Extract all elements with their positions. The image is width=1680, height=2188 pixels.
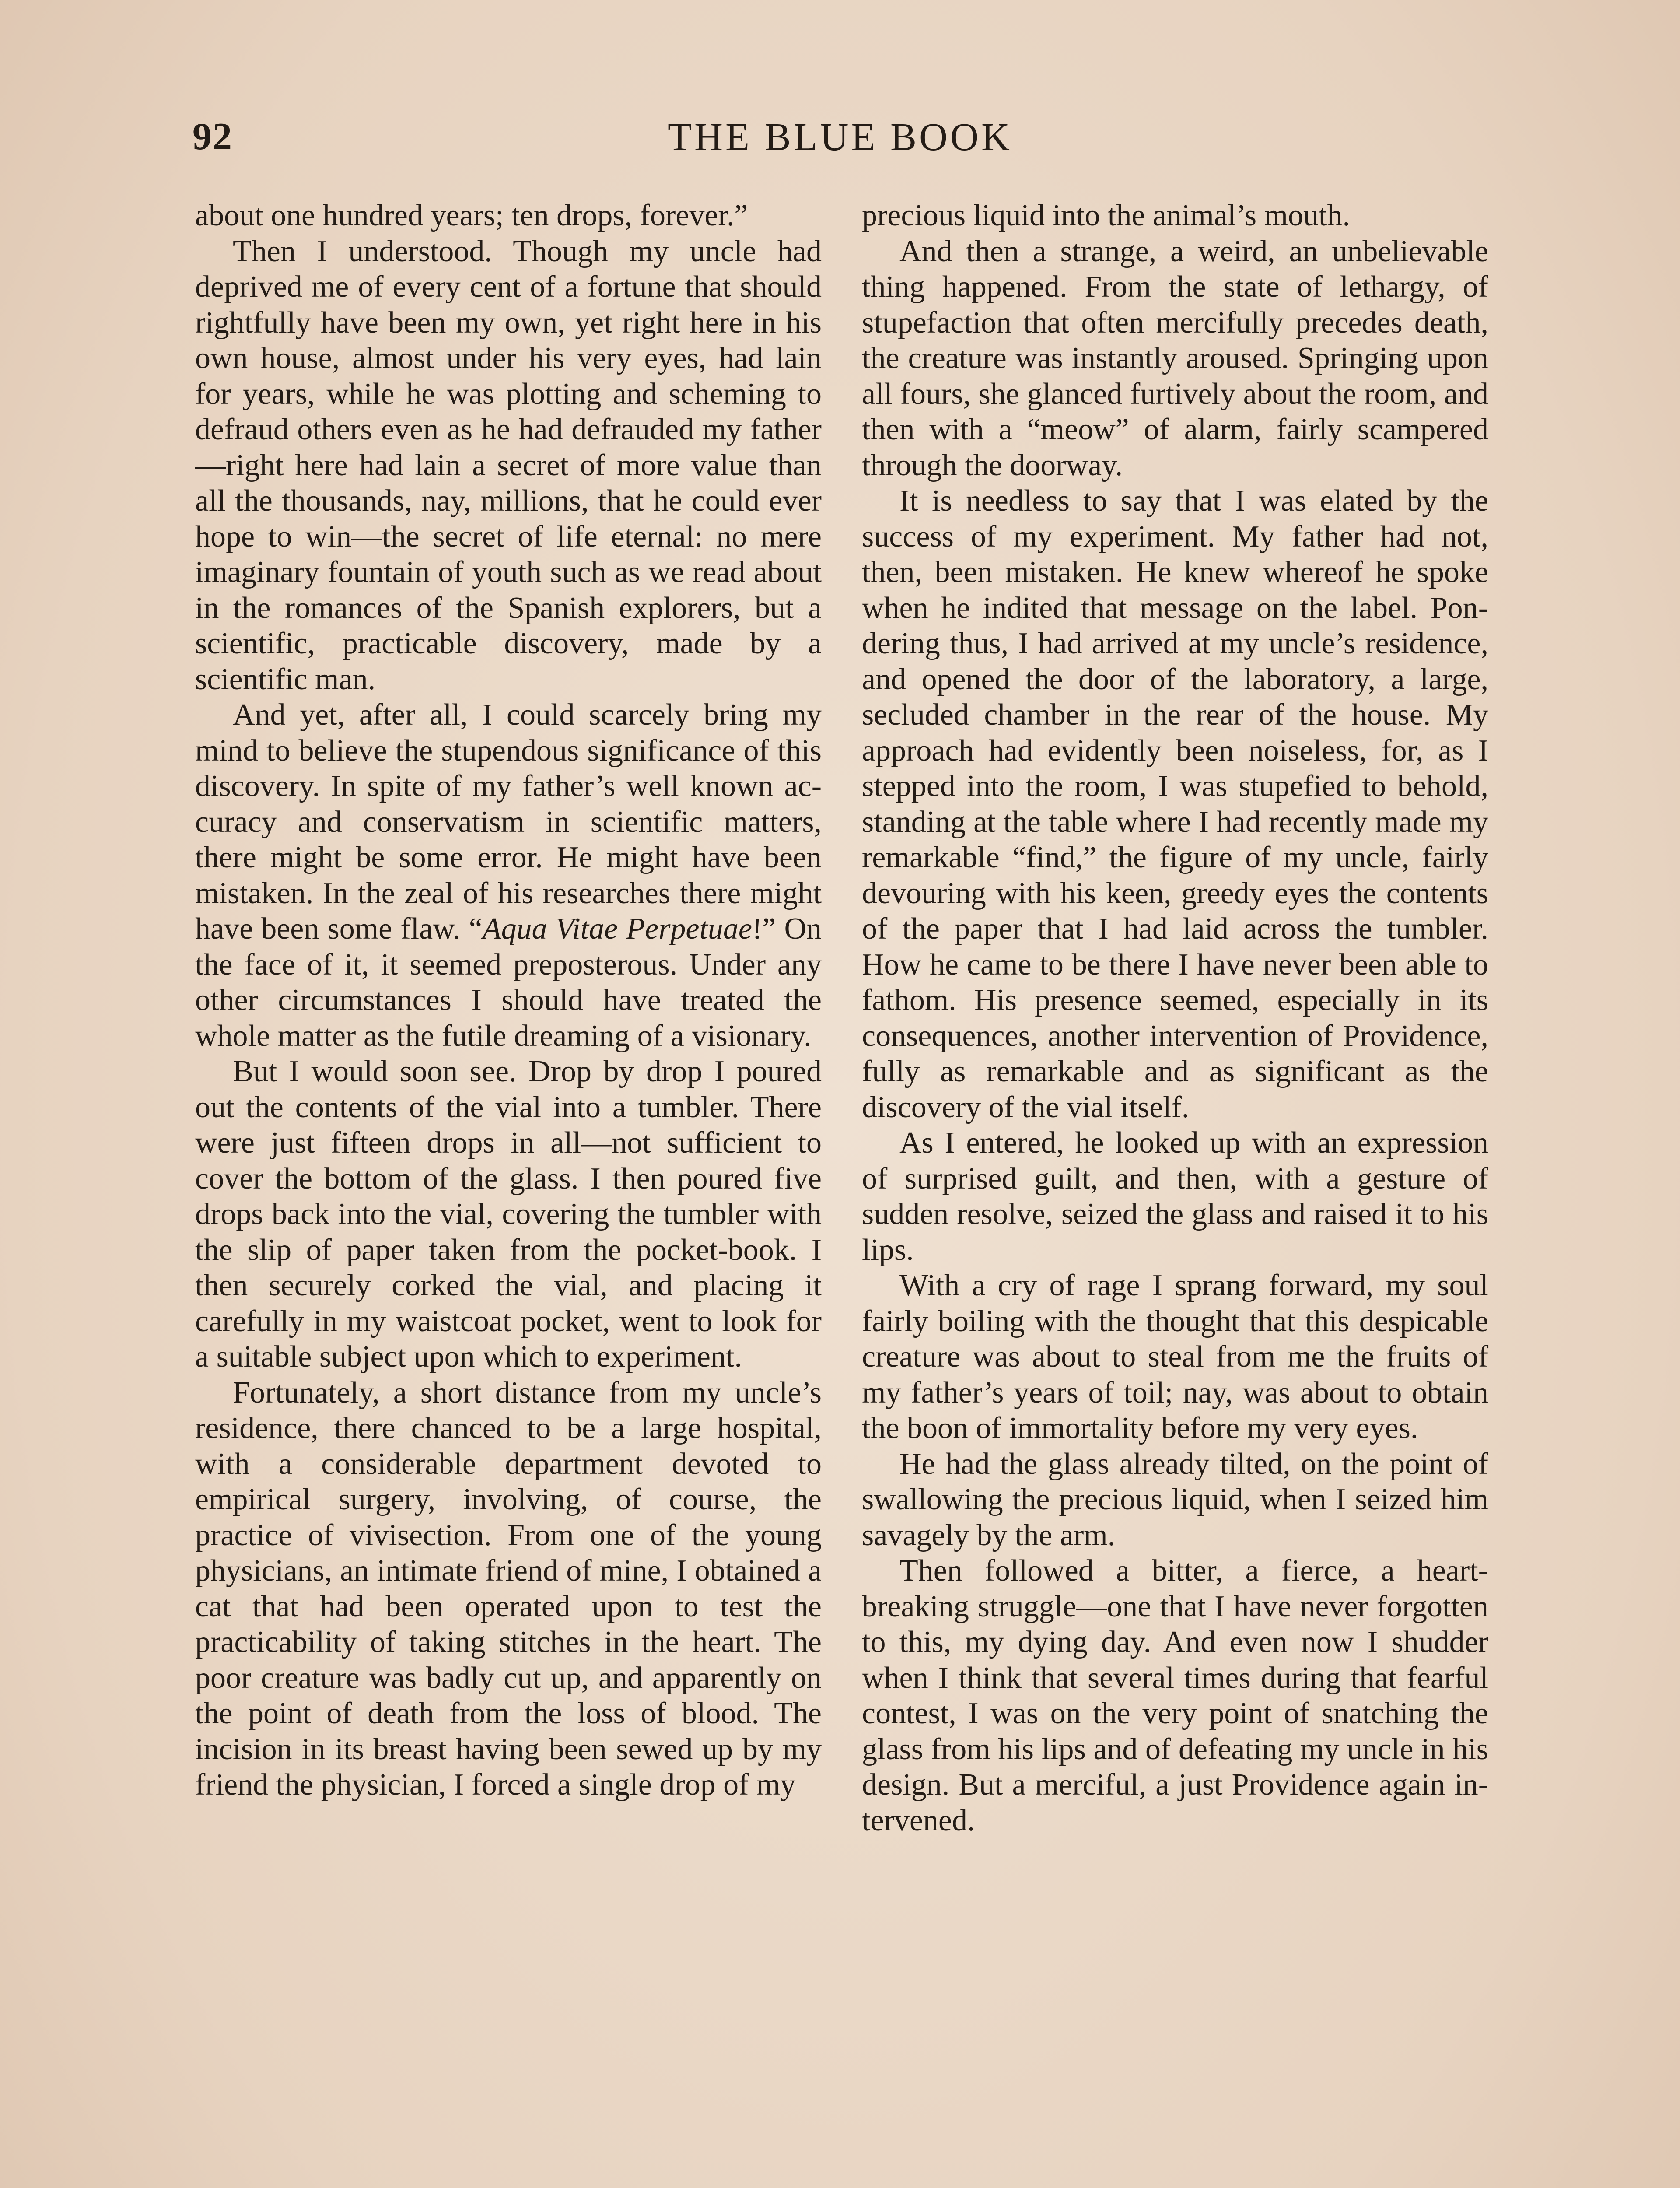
paragraph: As I entered, he looked up with an expression of surprised guilt, and then, with a gesture of sudden resolve, seized the glass and raised it to his lips. <box>862 1126 1488 1267</box>
paragraph-text: !” On the face of it, it seemed preposterous. Under any other circumstances I should have treated the whole matter as the futile dreaming of a visionary. <box>195 912 822 1053</box>
page-number: 92 <box>192 116 233 158</box>
latin-phrase: Aqua Vitae Perpetuae <box>482 912 752 946</box>
paragraph: about one hundred years; ten drops, forever.” <box>195 199 748 232</box>
left-column <box>195 198 822 1803</box>
page-header <box>192 115 1488 176</box>
paragraph: He had the glass already tilted, on the point of swallowing the precious liquid, when I seized him savagely by the arm. <box>862 1447 1488 1552</box>
right-column <box>862 198 1488 1838</box>
paragraph: Fortunately, a short distance from my uncle’s residence, there chanced to be a large hospital, with a considerable department devoted to empirical surgery, involving, of course, the practice of vivisection. From one of the young physicians, an intimate friend of mine, I obtained a cat that had been operated upon to test the practicability of taking stitches in the heart. The poor creature was badly cut up, and apparently on the point of death from the loss of blood. The incision in its breast having been sewed up by my friend the physician, I forced a single drop of my <box>195 1375 822 1802</box>
paragraph <box>195 697 822 1054</box>
paragraph: But I would soon see. Drop by drop I poured out the contents of the vial into a tumbler. There were just fifteen drops in all—not sufficient to cover the bottom of the glass. I then poured five drops back into the vial, covering the tumbler with the slip of paper taken from the pocket-book. I then securely corked the vial, and placing it carefully in my waistcoat pocket, went to look for a suitable subject upon which to experiment. <box>195 1055 822 1374</box>
paragraph: precious liquid into the animal’s mouth. <box>862 199 1350 232</box>
paragraph-text: And yet, after all, I could scarcely bring my mind to believe the stupendous significance of this discovery. In spite of my father’s well known accuracy and conservatism in scientific matters, there might be some error. He might have been mistaken. In the zeal of his researches there might have been some flaw. “ <box>195 698 822 946</box>
paragraph: With a cry of rage I sprang forward, my soul fairly boiling with the thought that this despicable creature was about to steal from me the fruits of my father’s years of toil; nay, was about to obtain the boon of immortality before my very eyes. <box>862 1269 1488 1445</box>
running-title: THE BLUE BOOK <box>668 116 1012 159</box>
paragraph: Then followed a bitter, a fierce, a heart-breaking struggle—one that I have never forgotten to this, my dying day. And even now I shudder when I think that several times during that fearful contest, I was on the very point of snatching the glass from his lips and of defeating my uncle in his design. But a merciful, a just Providence again intervened. <box>862 1554 1488 1837</box>
paragraph: Then I understood. Though my uncle had deprived me of every cent of a fortune that should rightfully have been my own, yet right here in his own house, almost under his very eyes, had lain for years, while he was plotting and scheming to defraud others even as he had defrauded my father—right here had lain a secret of more value than all the thousands, nay, millions, that he could ever hope to win—the secret of life eternal: no mere imaginary fountain of youth such as we read about in the romances of the Spanish explorers, but a scientific, practicable discovery, made by a scientific man. <box>195 234 822 696</box>
paragraph: And then a strange, a weird, an unbelievable thing happened. From the state of lethargy, of stupefaction that often mercifully precedes death, the creature was instantly aroused. Springing upon all fours, she glanced furtively about the room, and then with a “meow” of alarm, fairly scampered through the doorway. <box>862 234 1488 482</box>
paragraph: It is needless to say that I was elated by the success of my experiment. My father had not, then, been mistaken. He knew whereof he spoke when he indited that message on the label. Pondering thus, I had arrived at my uncle’s residence, and opened the door of the laboratory, a large, secluded chamber in the rear of the house. My approach had evidently been noiseless, for, as I stepped into the room, I was stupefied to behold, standing at the table where I had recently made my remarkable “find,” the figure of my uncle, fairly devouring with his keen, greedy eyes the contents of the paper that I had laid across the tumbler. How he came to be there I have never been able to fathom. His presence seemed, especially in its consequences, another intervention of Providence, fully as remarkable and as significant as the discovery of the vial itself. <box>862 484 1488 1124</box>
